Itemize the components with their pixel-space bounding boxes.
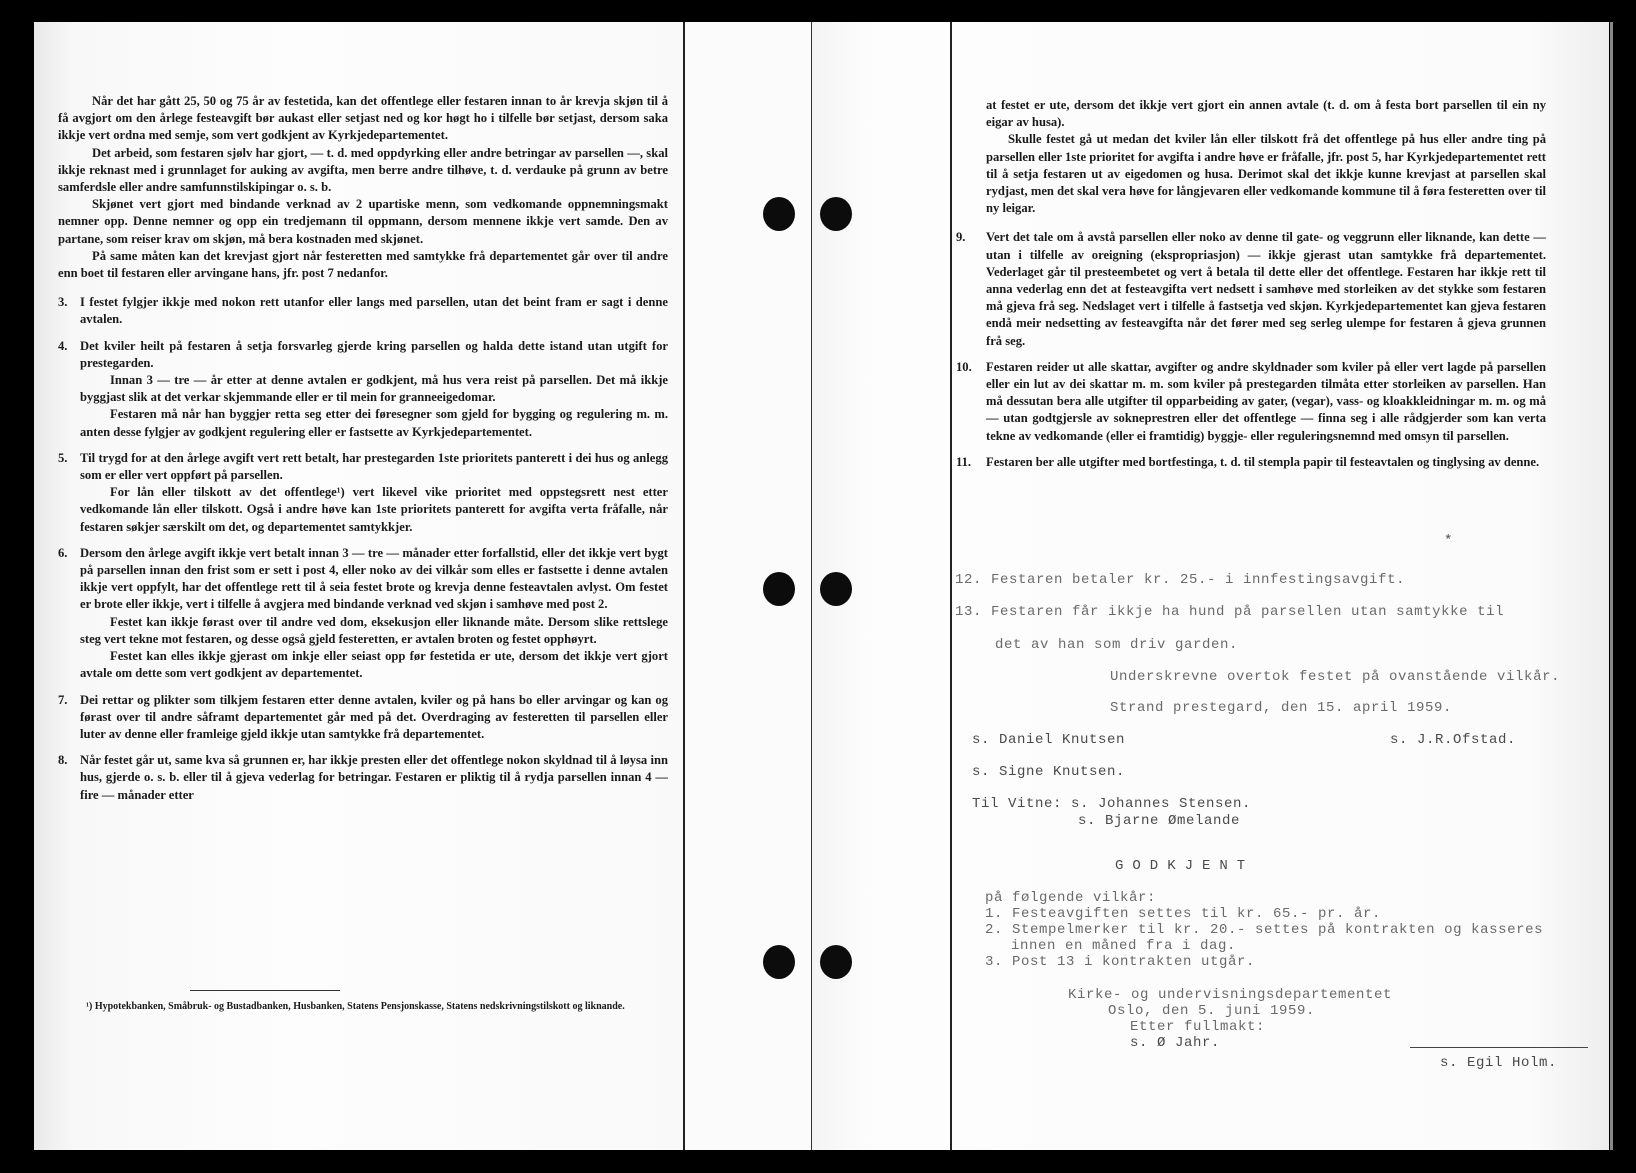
clause-9 <box>956 229 1546 349</box>
signature-signe: s. Signe Knutsen. <box>972 764 1126 780</box>
condition-3: 3. Post 13 i kontrakten utgår. <box>985 954 1256 970</box>
clause-6 <box>58 545 668 683</box>
signature-festar: s. Daniel Knutsen <box>972 732 1126 748</box>
witness-1: Til Vitne: s. Johannes Stensen. <box>972 796 1252 812</box>
condition-1: 1. Festeavgiften settes til kr. 65.- pr. år. <box>985 906 1382 922</box>
typed-clause-12: 12. Festaren betaler kr. 25.- i innfestingsavgift. <box>955 572 1406 588</box>
conditions-heading: på følgende vilkår: <box>985 890 1157 906</box>
punch-hole <box>763 572 795 606</box>
authority-note: Etter fullmakt: <box>1130 1019 1266 1035</box>
clause-7 <box>58 692 668 744</box>
stray-mark: * <box>1444 533 1454 549</box>
clause-number: 10. <box>956 359 972 374</box>
clause-text: I festet fylgjer ikkje med nokon rett utanfor eller langs med parsellen, utan det beint fram er sagt i denne avtalen. <box>80 295 668 327</box>
signature-jahr: s. Ø Jahr. <box>1130 1035 1221 1051</box>
clause-text: Innan 3 — tre — år etter at denne avtalen er godkjent, må hus vera reist på parsellen. Det må ikkje byggjast slik at det verkar skjemmande eller er til mein for granneeigedomar. <box>80 373 668 405</box>
clause-number: 4. <box>58 338 68 353</box>
signature-ofstad: s. J.R.Ofstad. <box>1390 732 1517 748</box>
acceptance-text: Underskrevne overtok festet på ovanstående vilkår. <box>1110 669 1561 685</box>
punch-hole <box>820 572 852 606</box>
clause-4 <box>58 338 668 441</box>
clause-text: Dei rettar og plikter som tilkjem festaren etter denne avtalen, kviler og på hans bo eller arvingar og kan og førast over til andre såframt departementet går med på det. Overdraging av festeretten til parsellen eller luter av denne eller framleige gjeld ikkje utan samtykke frå departementet. <box>80 692 668 741</box>
witness-2: s. Bjarne Ømelande <box>1078 813 1241 829</box>
clause-text: For lån eller tilskott av det offentlege¹) vert likevel vike prioritet med oppstegsrett nest etter vedkomande lån eller tilskott. Også i andre høve kan 1ste prioritets panterett for avgifta verta fråfalle, når festaren søkjer særskilt om det, og departementet samtykkjer. <box>80 485 668 534</box>
clause-number: 5. <box>58 450 68 465</box>
condition-2: 2. Stempelmerker til kr. 20.- settes på kontrakten og kasseres <box>985 922 1544 938</box>
punch-hole <box>763 197 795 231</box>
typed-clause-13: 13. Festaren får ikkje ha hund på parsellen utan samtykke til <box>955 604 1505 620</box>
typed-clause-13-cont: det av han som driv garden. <box>995 637 1239 653</box>
page-edge-line <box>683 22 685 1150</box>
clause-text: Festaren ber alle utgifter med bortfestinga, t. d. til stempla papir til festeavtalen og tinglysing av denne. <box>986 454 1540 469</box>
department-name: Kirke- og undervisningsdepartementet <box>1068 987 1393 1003</box>
clause-number: 11. <box>956 454 972 469</box>
paragraph: På same måten kan det krevjast gjort når festeretten med samtykke frå departementet går over til andre enn boet til festaren eller arvingane hans, jfr. post 7 nedanfor. <box>58 248 668 281</box>
clause-10 <box>956 359 1546 445</box>
left-page-text <box>58 93 668 804</box>
clause-text: Det kviler heilt på festaren å setja forsvarleg gjerde kring parsellen og halda dette istand utan utgift for prestegarden. <box>80 338 668 370</box>
paragraph: Når det har gått 25, 50 og 75 år av festetida, kan det offentlege eller festaren innan to år krevja skjøn til å få avgjort om den årlege festeavgift bør aukast eller setjast ned og kor høgt ho i tilfelle bør setjast, dersom saka ikkje vert ordna med semje, som vert godkjent av Kyrkjedepartementet. <box>58 94 668 143</box>
page-edge-line <box>1610 22 1613 1150</box>
clause-number: 6. <box>58 545 68 560</box>
page-edge-line <box>950 22 952 1150</box>
footnote: ¹) Hypotekbanken, Småbruk- og Bustadbanken, Husbanken, Statens Pensjonskasse, Statens nedskrivningstilskott og liknande. <box>86 1001 625 1012</box>
clause-3 <box>58 294 668 328</box>
clause-8 <box>58 752 668 804</box>
paragraph: at festet er ute, dersom det ikkje vert gjort ein annen avtale (t. d. om å festa bort parsellen til ein ny eigar av husa). <box>986 98 1546 130</box>
punch-hole <box>820 197 852 231</box>
paragraph: Det arbeid, som festaren sjølv har gjort, — t. d. med oppdyrking eller andre betringar av parsellen —, skal ikkje reknast med i grunnlaget for auking av avgifta, men berre andre tilhøve, t. d. verdauke på grunn av betre samferdsle eller andre samfunnstilskipingar o. s. b. <box>58 145 668 195</box>
paragraph: Skulle festet gå ut medan det kviler lån eller tilskott frå det offentlege på hus eller andre ting på parsellen eller 1ste prioritet for avgifta i andre høve er fråfalle, jfr. post 5, har Kyrkjedepartementet rett til å setja festaren ut av eigedomen og husa. Derimot skal det ikkje kunne krevjast at parsellen skal rydjast, men det skal vera høve for långjevaren eller vedkomande kommune til å føra festeretten over til ny leigar. <box>986 132 1546 216</box>
clause-number: 8. <box>58 753 68 768</box>
clause-text: Festaren må når han byggjer retta seg etter dei føresegner som gjeld for bygging og regulering m. m. anten desse fylgjer av godkjent regulering eller er fastsette av Kyrkjedepartementet. <box>80 407 668 439</box>
clause-number: 9. <box>956 230 966 245</box>
clause-number: 7. <box>58 692 68 707</box>
approval-heading: GODKJENT <box>1115 858 1255 874</box>
clause-text: Når festet går ut, same kva så grunnen er, har ikkje presten eller det offentlege nokon skyldnad til å løysa inn hus, gjerde o. s. b. eller til å gjeva vederlag for betringar. Festaren er pliktig til å rydja parsellen innan 4 — fire — månader etter <box>80 753 668 802</box>
paragraph: Skjønet vert gjort med bindande verknad av 2 upartiske menn, som vedkomande oppnemningsmakt nemner opp. Denne nemner og opp ein tredjemann til oppmann, dersom mennene ikkje vert samde. Den av partane, som reiser krav om skjøn, må bera kostnaden med skjønet. <box>58 197 668 246</box>
signature-line <box>1410 1047 1588 1048</box>
clause-11 <box>956 454 1546 471</box>
approval-date: Oslo, den 5. juni 1959. <box>1108 1003 1316 1019</box>
clause-text: Festet kan elles ikkje gjerast om inkje eller seiast opp før festetida er ute, dersom det ikkje vert gjort avtale om dette som vert godkjent av departementet. <box>80 649 668 681</box>
clause-5 <box>58 450 668 536</box>
footnote-rule <box>190 990 340 991</box>
clause-number: 3. <box>58 295 68 310</box>
clause-text: Til trygd for at den årlege avgift vert rett betalt, har prestegarden 1ste prioritets panterett i dei hus og anlegg som er eller vert oppført på parsellen. <box>80 450 668 483</box>
clause-text: Vert det tale om å avstå parsellen eller noko av denne til gate- og veggrunn eller liknande, kan dette — utan i tilfelle av oreigning (ekspropriasjon) — ikkje gjerast utan samtykke frå departementet. Vederlaget går til presteembetet og vert å betala til dette eller det offentlege. Festaren har ikkje rett til anna vederlag enn det at festeavgifta vert nedsett i samhøve med storleiken av det stykke som festaren må gjeva frå seg. Nedslaget vert i tilfelle å fastsetja ved skjøn. Kyrkjedepartementet kan gjeva festaren endå meir nedsetting av festeavgifta når det fører med seg serleg ulempe for festaren å gjeva grunnen frå seg. <box>986 230 1546 348</box>
punch-hole <box>820 945 852 979</box>
condition-2-cont: innen en måned fra i dag. <box>1011 938 1237 954</box>
page-edge-line <box>811 22 812 1150</box>
right-page-text <box>956 97 1546 471</box>
punch-hole <box>763 945 795 979</box>
clause-text: Festaren reider ut alle skattar, avgifter og andre skyldnader som kviler på eller vert lagde på parsellen eller ein lut av dei skattar m. m. som kviler på prestegarden tilmåta etter storleiken av parsellen. Han må dessutan bera alle utgifter til opparbeiding av gater, (vegar), vass- og kloakkleidningar m. m. og må — utan godtgjersle av sokneprestren eller det offentlege — finna seg i alle rådgjerder som kan verta tekne av vedkomande (eller ei framtidig) byggje- eller reguleringsnemnd med omsyn til parsellen. <box>986 359 1546 443</box>
signature-holm: s. Egil Holm. <box>1440 1055 1558 1071</box>
clause-text: Dersom den årlege avgift ikkje vert betalt innan 3 — tre — månader etter forfallstid, eller det ikkje vert bygt på parsellen innan den frist som er sett i post 4, eller noko av dei vilkår som elles er fastsette i denne avtalen ikkje vert oppfylt, har det offentlege rett til å seia festet brote og krevja denne festeavtalen avlyst. Om festet er brote eller ikkje, vert i tilfelle å avgjera med bindande verknad ved skjøn i samhøve med post 2. <box>80 545 668 612</box>
place-date: Strand prestegard, den 15. april 1959. <box>1110 700 1453 716</box>
clause-text: Festet kan ikkje førast over til andre ved dom, eksekusjon eller liknande måte. Dersom slike rettslege steg vert tekne mot festaren, og desse også gjeld festeretten, er avtalen broten og festet opphøyrt. <box>80 614 668 646</box>
